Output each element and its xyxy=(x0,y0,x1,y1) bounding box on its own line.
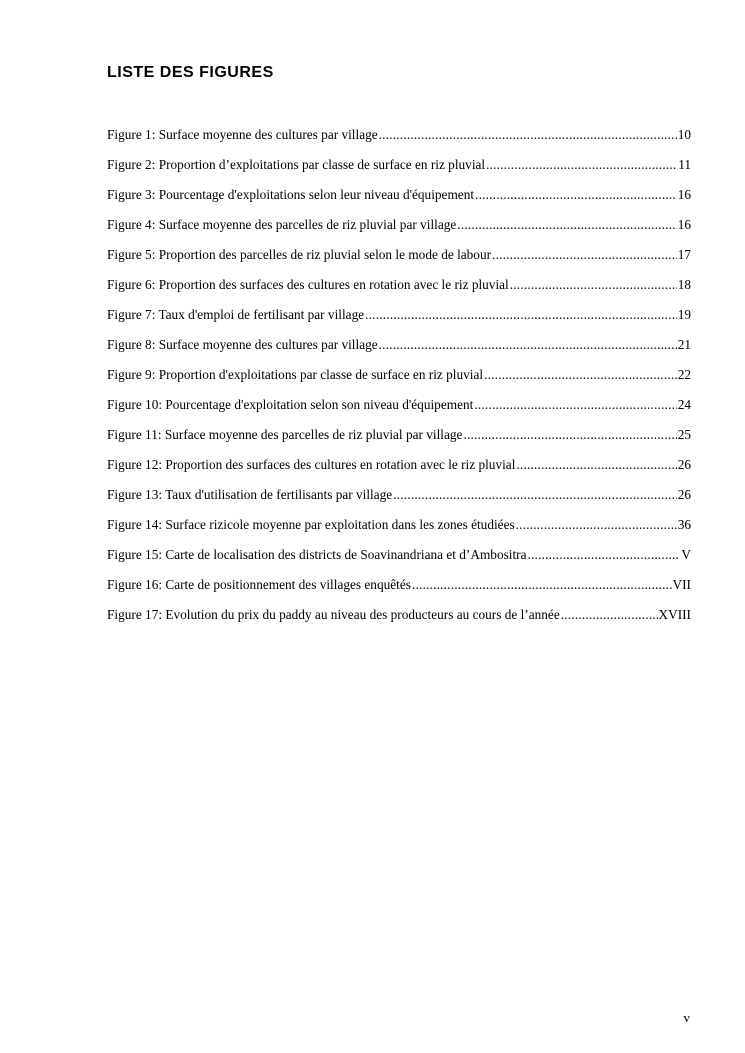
figure-page: 16 xyxy=(677,187,691,202)
figure-list xyxy=(107,124,691,634)
figure-page: 19 xyxy=(677,307,691,322)
figure-label: Figure 15: Carte de localisation des districts de Soavinandriana et d’Ambositra xyxy=(107,547,527,562)
figure-page: 22 xyxy=(677,367,691,382)
list-item[interactable] xyxy=(107,574,691,604)
figure-page: VII xyxy=(672,577,691,592)
figure-page: 26 xyxy=(677,487,691,502)
page-number: v xyxy=(683,1010,690,1025)
figure-page: 24 xyxy=(677,397,691,412)
figure-label: Figure 14: Surface rizicole moyenne par exploitation dans les zones étudiées xyxy=(107,517,515,532)
figure-label: Figure 12: Proportion des surfaces des cultures en rotation avec le riz pluvial xyxy=(107,457,516,472)
figure-label: Figure 16: Carte de positionnement des villages enquêtés xyxy=(107,577,411,592)
list-item[interactable] xyxy=(107,484,691,514)
dot-leader xyxy=(486,154,677,176)
figure-label: Figure 4: Surface moyenne des parcelles de riz pluvial par village xyxy=(107,217,457,232)
figure-label: Figure 5: Proportion des parcelles de riz pluvial selon le mode de labour xyxy=(107,247,492,262)
list-item[interactable] xyxy=(107,424,691,454)
figure-label: Figure 11: Surface moyenne des parcelles de riz pluvial par village xyxy=(107,427,463,442)
figure-page: 16 xyxy=(677,217,691,232)
figure-label: Figure 17: Evolution du prix du paddy au niveau des producteurs au cours de l’année xyxy=(107,607,560,622)
list-item[interactable] xyxy=(107,394,691,424)
figure-label: Figure 6: Proportion des surfaces des cultures en rotation avec le riz pluvial xyxy=(107,277,509,292)
dot-leader xyxy=(463,424,676,446)
figure-label: Figure 9: Proportion d'exploitations par classe de surface en riz pluvial xyxy=(107,367,484,382)
figure-label: Figure 1: Surface moyenne des cultures par village xyxy=(107,127,378,142)
list-item[interactable] xyxy=(107,154,691,184)
list-item[interactable] xyxy=(107,604,691,634)
list-item[interactable] xyxy=(107,514,691,544)
figure-page: V xyxy=(681,547,691,562)
figure-label: Figure 8: Surface moyenne des cultures par village xyxy=(107,337,378,352)
figure-label: Figure 10: Pourcentage d'exploitation selon son niveau d'équipement xyxy=(107,397,474,412)
dot-leader xyxy=(475,184,677,206)
list-item[interactable] xyxy=(107,364,691,394)
dot-leader xyxy=(561,604,658,626)
figure-page: 25 xyxy=(677,427,691,442)
figure-page: 21 xyxy=(677,337,691,352)
list-item[interactable] xyxy=(107,304,691,334)
figure-page: 36 xyxy=(677,517,691,532)
dot-leader xyxy=(412,574,672,596)
list-item[interactable] xyxy=(107,274,691,304)
list-item[interactable] xyxy=(107,544,691,574)
list-item[interactable] xyxy=(107,214,691,244)
figure-page: 11 xyxy=(678,157,691,172)
dot-leader xyxy=(365,304,677,326)
dot-leader xyxy=(516,514,677,536)
dot-leader xyxy=(474,394,676,416)
dot-leader xyxy=(484,364,677,386)
list-item[interactable] xyxy=(107,244,691,274)
figure-page: 18 xyxy=(677,277,691,292)
figure-label: Figure 2: Proportion d’exploitations par classe de surface en riz pluvial xyxy=(107,157,486,172)
dot-leader xyxy=(516,454,676,476)
page-title: LISTE DES FIGURES xyxy=(107,64,274,81)
list-item[interactable] xyxy=(107,184,691,214)
figure-label: Figure 13: Taux d'utilisation de fertilisants par village xyxy=(107,487,393,502)
list-item[interactable] xyxy=(107,334,691,364)
figure-label: Figure 3: Pourcentage d'exploitations selon leur niveau d'équipement xyxy=(107,187,475,202)
dot-leader xyxy=(393,484,677,506)
list-item[interactable] xyxy=(107,454,691,484)
dot-leader xyxy=(457,214,676,236)
list-item[interactable] xyxy=(107,124,691,154)
dot-leader xyxy=(379,124,677,146)
figure-page: XVIII xyxy=(658,607,691,622)
dot-leader xyxy=(528,544,681,566)
dot-leader xyxy=(379,334,677,356)
figure-page: 26 xyxy=(677,457,691,472)
figure-page: 17 xyxy=(677,247,691,262)
dot-leader xyxy=(492,244,677,266)
dot-leader xyxy=(510,274,677,296)
figure-page: 10 xyxy=(677,127,691,142)
figure-label: Figure 7: Taux d'emploi de fertilisant par village xyxy=(107,307,365,322)
